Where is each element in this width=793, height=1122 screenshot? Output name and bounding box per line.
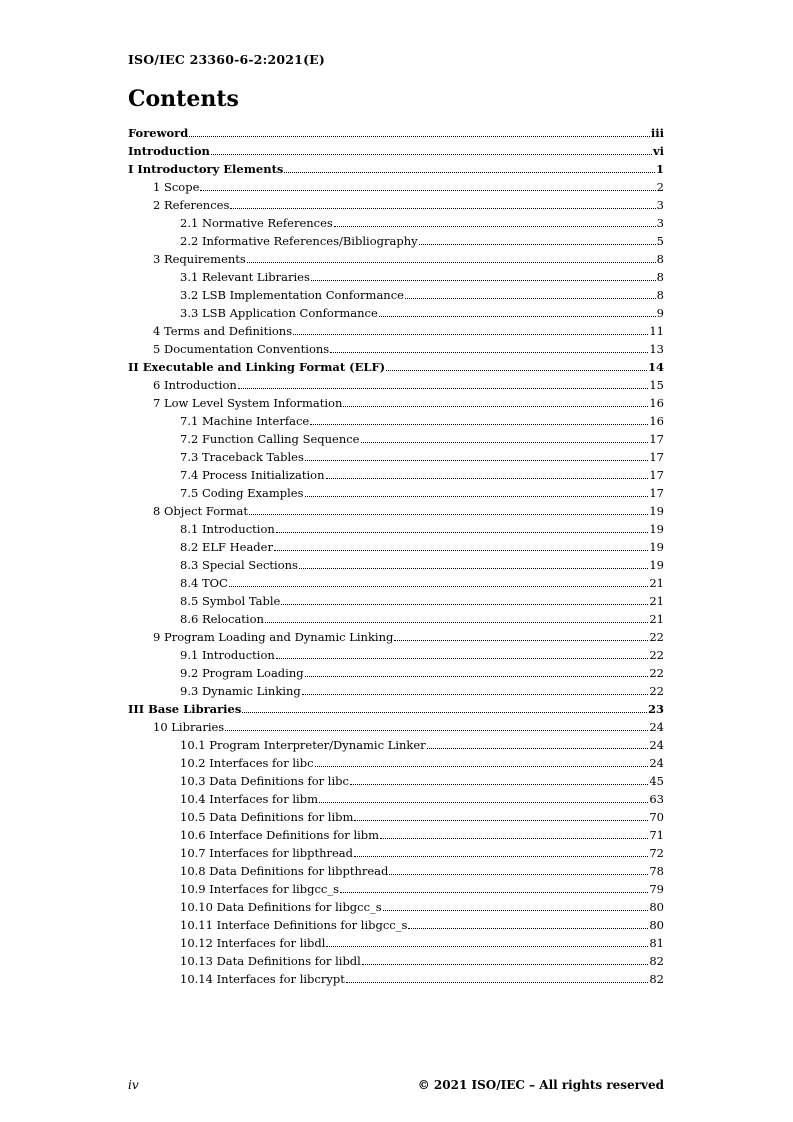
toc-entry-label: 3.1 Relevant Libraries	[180, 270, 310, 284]
toc-entry-page: 3	[656, 198, 664, 212]
toc-entry-label: 8.1 Introduction	[180, 522, 275, 536]
toc-dot-leader	[293, 334, 648, 335]
toc-dot-leader	[305, 460, 648, 461]
toc-entry-label: 8.6 Relocation	[180, 612, 264, 626]
toc-entry-page: 21	[649, 576, 664, 590]
toc-dot-leader	[340, 892, 648, 893]
toc-dot-leader	[380, 838, 648, 839]
toc-dot-leader	[310, 424, 648, 425]
toc-dot-leader	[238, 388, 649, 389]
toc-dot-leader	[311, 280, 656, 281]
toc-dot-leader	[189, 136, 650, 137]
toc-entry-label: 3.2 LSB Implementation Conformance	[180, 288, 404, 302]
toc-entry[interactable]	[128, 536, 664, 554]
toc-dot-leader	[319, 802, 648, 803]
toc-dot-leader	[229, 586, 649, 587]
toc-entry[interactable]	[128, 248, 664, 266]
toc-dot-leader	[302, 694, 649, 695]
toc-entry-page: 82	[649, 954, 664, 968]
toc-entry-page: 23	[647, 702, 664, 716]
toc-dot-leader	[326, 946, 648, 947]
toc-entry-page: 16	[649, 414, 664, 428]
toc-entry-page: 71	[649, 828, 664, 842]
toc-entry-page: 8	[656, 288, 664, 302]
toc-entry-page: 24	[649, 720, 664, 734]
toc-entry-page: 19	[649, 522, 664, 536]
toc-entry-label: 10.2 Interfaces for libc	[180, 756, 314, 770]
toc-dot-leader	[346, 982, 649, 983]
toc-entry-label: 7.4 Process Initialization	[180, 468, 325, 482]
toc-entry-label: 10.7 Interfaces for libpthread	[180, 846, 354, 860]
toc-entry[interactable]	[128, 608, 664, 626]
toc-entry-page: 17	[649, 432, 664, 446]
toc-entry-label: Foreword	[128, 126, 189, 140]
toc-entry-label: 8.4 TOC	[180, 576, 228, 590]
toc-entry-label: 7 Low Level System Information	[153, 396, 343, 410]
toc-entry[interactable]	[128, 428, 664, 446]
toc-entry-label: 10.9 Interfaces for libgcc_s	[180, 882, 339, 896]
toc-entry-page: 13	[649, 342, 664, 356]
toc-entry-page: 82	[649, 972, 664, 986]
toc-entry-label: 5 Documentation Conventions	[153, 342, 330, 356]
toc-entry[interactable]	[128, 302, 664, 320]
toc-dot-leader	[225, 730, 648, 731]
toc-entry[interactable]	[128, 392, 664, 410]
toc-entry-label: 1 Scope	[153, 180, 200, 194]
toc-entry-page: 81	[649, 936, 664, 950]
toc-dot-leader	[276, 532, 649, 533]
toc-entry[interactable]	[128, 266, 664, 284]
toc-entry[interactable]	[128, 356, 664, 374]
toc-entry-label: 8.2 ELF Header	[180, 540, 273, 554]
toc-entry-label: 10.3 Data Definitions for libc	[180, 774, 349, 788]
toc-entry-label: 9.3 Dynamic Linking	[180, 684, 301, 698]
toc-entry[interactable]	[128, 590, 664, 608]
toc-entry-page: 22	[649, 666, 664, 680]
toc-dot-leader	[408, 928, 648, 929]
toc-entry[interactable]	[128, 554, 664, 572]
toc-dot-leader	[281, 604, 648, 605]
toc-entry-label: III Base Libraries	[128, 702, 242, 716]
toc-entry[interactable]	[128, 860, 664, 878]
toc-dot-leader	[354, 856, 648, 857]
toc-entry-page: 21	[649, 612, 664, 626]
toc-dot-leader	[334, 226, 656, 227]
toc-entry-page: 17	[649, 468, 664, 482]
toc-entry-label: II Executable and Linking Format (ELF)	[128, 360, 386, 374]
toc-entry-page: 19	[649, 558, 664, 572]
toc-entry-page: 79	[649, 882, 664, 896]
toc-entry[interactable]	[128, 338, 664, 356]
toc-entry-label: 8.5 Symbol Table	[180, 594, 281, 608]
toc-dot-leader	[315, 766, 649, 767]
toc-dot-leader	[265, 622, 648, 623]
toc-dot-leader	[247, 262, 656, 263]
toc-dot-leader	[394, 640, 648, 641]
toc-entry[interactable]	[128, 572, 664, 590]
toc-entry-label: I Introductory Elements	[128, 162, 284, 176]
toc-entry[interactable]	[128, 950, 664, 968]
toc-dot-leader	[354, 820, 648, 821]
toc-entry[interactable]	[128, 140, 664, 158]
toc-entry[interactable]	[128, 806, 664, 824]
toc-entry-label: 4 Terms and Definitions	[153, 324, 293, 338]
toc-entry[interactable]	[128, 374, 664, 392]
toc-entry-page: 19	[649, 540, 664, 554]
toc-entry[interactable]	[128, 122, 664, 140]
toc-dot-leader	[427, 748, 649, 749]
toc-entry[interactable]	[128, 824, 664, 842]
toc-dot-leader	[211, 154, 652, 155]
toc-dot-leader	[419, 244, 656, 245]
toc-entry[interactable]	[128, 770, 664, 788]
toc-entry[interactable]	[128, 716, 664, 734]
toc-entry[interactable]	[128, 194, 664, 212]
toc-dot-leader	[350, 784, 648, 785]
toc-entry-page: 3	[656, 216, 664, 230]
toc-entry[interactable]	[128, 788, 664, 806]
toc-entry-label: 2 References	[153, 198, 230, 212]
toc-entry-label: 9 Program Loading and Dynamic Linking	[153, 630, 394, 644]
toc-dot-leader	[383, 910, 649, 911]
toc-entry[interactable]	[128, 752, 664, 770]
toc-entry[interactable]	[128, 932, 664, 950]
toc-entry-label: 7.3 Traceback Tables	[180, 450, 304, 464]
toc-entry[interactable]	[128, 320, 664, 338]
toc-entry[interactable]	[128, 500, 664, 518]
toc-entry-page: 22	[649, 648, 664, 662]
toc-entry[interactable]	[128, 842, 664, 860]
toc-entry-label: 10.12 Interfaces for libdl	[180, 936, 326, 950]
toc-dot-leader	[276, 658, 649, 659]
toc-entry[interactable]	[128, 626, 664, 644]
footer-page-number: iv	[128, 1078, 139, 1092]
toc-entry-label: 10 Libraries	[153, 720, 225, 734]
toc-dot-leader	[326, 478, 649, 479]
toc-dot-leader	[379, 316, 656, 317]
toc-entry-label: 3.3 LSB Application Conformance	[180, 306, 378, 320]
toc-dot-leader	[305, 496, 649, 497]
toc-entry[interactable]	[128, 698, 664, 716]
toc-entry-label: 6 Introduction	[153, 378, 237, 392]
toc-entry-page: 78	[649, 864, 664, 878]
toc-dot-leader	[343, 406, 648, 407]
toc-entry-label: 8.3 Special Sections	[180, 558, 298, 572]
toc-dot-leader	[361, 442, 649, 443]
toc-entry-page: 14	[647, 360, 664, 374]
toc-entry[interactable]	[128, 410, 664, 428]
toc-entry[interactable]	[128, 680, 664, 698]
toc-entry-label: 10.13 Data Definitions for libdl	[180, 954, 361, 968]
toc-entry[interactable]	[128, 878, 664, 896]
toc-entry-label: 7.5 Coding Examples	[180, 486, 304, 500]
toc-entry[interactable]	[128, 464, 664, 482]
toc-dot-leader	[299, 568, 648, 569]
toc-dot-leader	[405, 298, 656, 299]
toc-entry-page: 8	[656, 252, 664, 266]
toc-entry-label: 8 Object Format	[153, 504, 249, 518]
toc-dot-leader	[230, 208, 655, 209]
toc-dot-leader	[284, 172, 655, 173]
toc-entry-page: 17	[649, 450, 664, 464]
document-identifier: ISO/IEC 23360-6-2:2021(E)	[128, 52, 326, 67]
toc-entry-label: 3 Requirements	[153, 252, 246, 266]
page-title: Contents	[128, 86, 239, 112]
toc-dot-leader	[362, 964, 649, 965]
toc-dot-leader	[305, 676, 649, 677]
toc-entry-label: 10.6 Interface Definitions for libm	[180, 828, 380, 842]
toc-entry-page: 22	[649, 630, 664, 644]
toc-entry-page: 17	[649, 486, 664, 500]
toc-entry[interactable]	[128, 212, 664, 230]
toc-entry-label: 10.11 Interface Definitions for libgcc_s	[180, 918, 408, 932]
toc-entry[interactable]	[128, 662, 664, 680]
toc-entry[interactable]	[128, 284, 664, 302]
toc-entry-label: 9.2 Program Loading	[180, 666, 304, 680]
toc-entry-page: 45	[649, 774, 664, 788]
toc-entry[interactable]	[128, 734, 664, 752]
toc-entry-page: 1	[655, 162, 664, 176]
toc-entry-page: 19	[649, 504, 664, 518]
toc-entry[interactable]	[128, 482, 664, 500]
toc-entry-page: 24	[649, 756, 664, 770]
toc-entry-label: Introduction	[128, 144, 210, 158]
toc-dot-leader	[200, 190, 655, 191]
toc-entry-page: 9	[656, 306, 664, 320]
table-of-contents	[128, 122, 664, 986]
toc-entry-page: 70	[649, 810, 664, 824]
toc-entry-page: 80	[649, 918, 664, 932]
toc-entry-page: vi	[652, 144, 664, 158]
toc-entry[interactable]	[128, 230, 664, 248]
toc-entry[interactable]	[128, 896, 664, 914]
toc-entry-page: 22	[649, 684, 664, 698]
toc-entry-label: 9.1 Introduction	[180, 648, 275, 662]
toc-dot-leader	[389, 874, 648, 875]
toc-entry[interactable]	[128, 518, 664, 536]
toc-entry-label: 2.1 Normative References	[180, 216, 333, 230]
toc-entry-page: 63	[649, 792, 664, 806]
toc-entry-label: 10.14 Interfaces for libcrypt	[180, 972, 345, 986]
toc-entry-label: 7.1 Machine Interface	[180, 414, 310, 428]
toc-entry-label: 7.2 Function Calling Sequence	[180, 432, 360, 446]
toc-entry-page: 16	[649, 396, 664, 410]
toc-entry[interactable]	[128, 914, 664, 932]
toc-entry[interactable]	[128, 644, 664, 662]
toc-dot-leader	[242, 712, 647, 713]
toc-dot-leader	[274, 550, 648, 551]
footer-copyright: © 2021 ISO/IEC – All rights reserved	[417, 1078, 664, 1092]
toc-entry-label: 10.5 Data Definitions for libm	[180, 810, 354, 824]
toc-entry-label: 10.4 Interfaces for libm	[180, 792, 319, 806]
toc-entry[interactable]	[128, 446, 664, 464]
toc-entry-label: 10.1 Program Interpreter/Dynamic Linker	[180, 738, 426, 752]
toc-entry-label: 2.2 Informative References/Bibliography	[180, 234, 418, 248]
toc-entry-page: 21	[649, 594, 664, 608]
toc-entry-page: 72	[649, 846, 664, 860]
toc-entry[interactable]	[128, 158, 664, 176]
toc-entry-page: 8	[656, 270, 664, 284]
toc-entry-page: 24	[649, 738, 664, 752]
toc-dot-leader	[386, 370, 647, 371]
toc-entry-page: iii	[650, 126, 664, 140]
toc-dot-leader	[330, 352, 648, 353]
toc-entry[interactable]	[128, 968, 664, 986]
toc-entry-label: 10.10 Data Definitions for libgcc_s	[180, 900, 382, 914]
toc-entry-page: 80	[649, 900, 664, 914]
toc-entry-page: 15	[649, 378, 664, 392]
toc-entry-label: 10.8 Data Definitions for libpthread	[180, 864, 389, 878]
toc-entry-page: 11	[649, 324, 664, 338]
toc-entry[interactable]	[128, 176, 664, 194]
toc-entry-page: 2	[656, 180, 664, 194]
toc-dot-leader	[249, 514, 648, 515]
toc-entry-page: 5	[656, 234, 664, 248]
